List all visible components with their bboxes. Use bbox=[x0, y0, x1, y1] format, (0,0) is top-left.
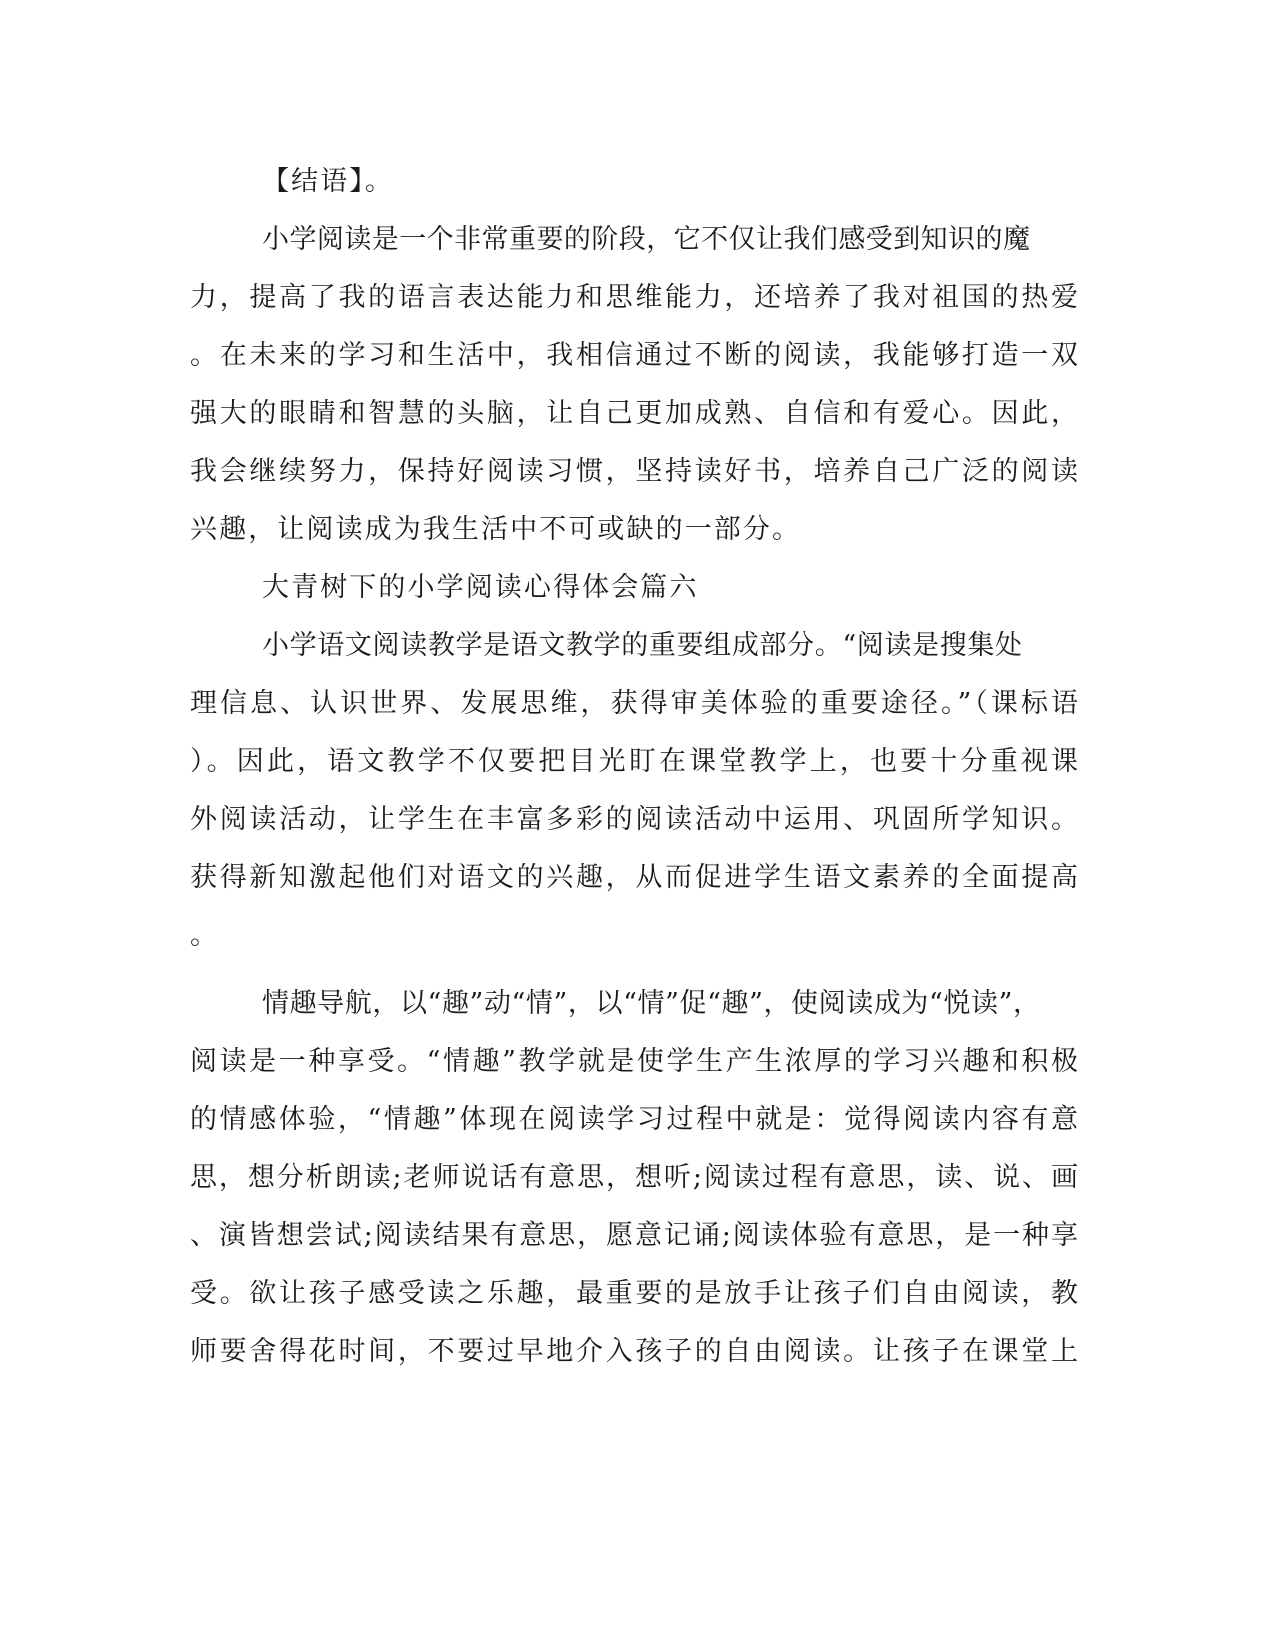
paragraph-3-line-3: 的情感体验，“情趣”体现在阅读学习过程中就是：觉得阅读内容有意 bbox=[190, 1104, 1078, 1135]
paragraph-3-line-1: 情趣导航，以“趣”动“情”，以“情”促“趣”，使阅读成为“悦读”， bbox=[262, 988, 1040, 1019]
paragraph-1-line-6: 兴趣，让阅读成为我生活中不可或缺的一部分。 bbox=[190, 514, 802, 545]
conclusion-heading: 【结语】。 bbox=[262, 166, 394, 197]
paragraph-3-line-7: 师要舍得花时间，不要过早地介入孩子的自由阅读。让孩子在课堂上 bbox=[190, 1336, 1078, 1367]
paragraph-3-line-2: 阅读是一种享受。“情趣”教学就是使学生产生浓厚的学习兴趣和积极 bbox=[190, 1046, 1078, 1077]
paragraph-1-line-1: 小学阅读是一个非常重要的阶段，它不仅让我们感受到知识的魔 bbox=[262, 224, 1030, 255]
paragraph-3-line-6: 受。欲让孩子感受读之乐趣，最重要的是放手让孩子们自由阅读，教 bbox=[190, 1278, 1078, 1309]
paragraph-1-line-3: 。在未来的学习和生活中，我相信通过不断的阅读，我能够打造一双 bbox=[190, 340, 1078, 371]
paragraph-3-line-4: 思，想分析朗读;老师说话有意思，想听;阅读过程有意思，读、说、画 bbox=[190, 1162, 1078, 1193]
paragraph-1-line-4: 强大的眼睛和智慧的头脑，让自己更加成熟、自信和有爱心。因此， bbox=[190, 398, 1078, 429]
paragraph-2-line-1: 小学语文阅读教学是语文教学的重要组成部分。“阅读是搜集处 bbox=[262, 630, 1022, 661]
paragraph-2-line-2: 理信息、认识世界、发展思维，获得审美体验的重要途径。”（课标语 bbox=[190, 688, 1078, 719]
paragraph-2-line-4: 外阅读活动，让学生在丰富多彩的阅读活动中运用、巩固所学知识。 bbox=[190, 804, 1078, 835]
section-title: 大青树下的小学阅读心得体会篇六 bbox=[262, 572, 699, 603]
paragraph-3-line-5: 、演皆想尝试;阅读结果有意思，愿意记诵;阅读体验有意思，是一种享 bbox=[190, 1220, 1078, 1251]
paragraph-2-line-3: ）。因此，语文教学不仅要把目光盯在课堂教学上，也要十分重视课 bbox=[190, 746, 1078, 777]
paragraph-2-line-6: 。 bbox=[190, 920, 220, 951]
paragraph-2-line-5: 获得新知激起他们对语文的兴趣，从而促进学生语文素养的全面提高 bbox=[190, 862, 1078, 893]
paragraph-1-line-5: 我会继续努力，保持好阅读习惯，坚持读好书，培养自己广泛的阅读 bbox=[190, 456, 1078, 487]
paragraph-1-line-2: 力，提高了我的语言表达能力和思维能力，还培养了我对祖国的热爱 bbox=[190, 282, 1078, 313]
